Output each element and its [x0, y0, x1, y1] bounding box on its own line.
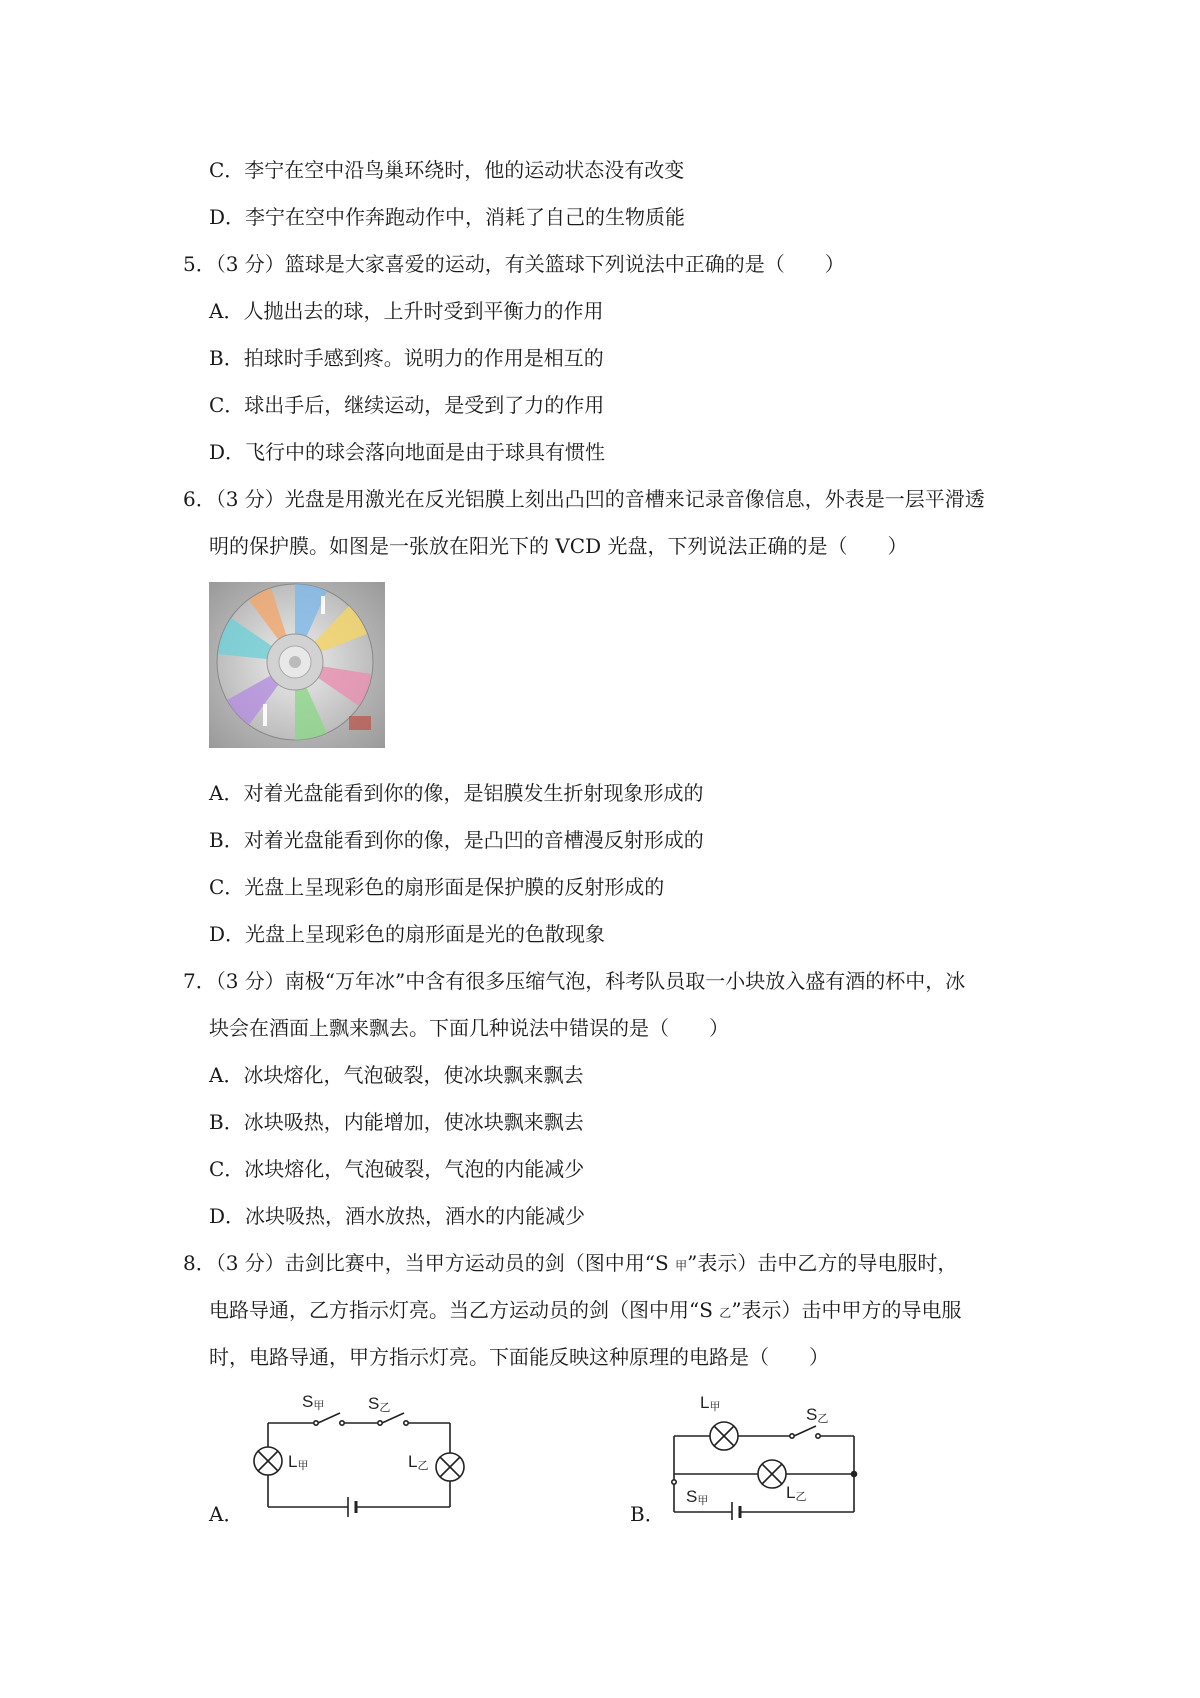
circuit-a-diagram: [240, 1395, 480, 1525]
q4-option-d: D．李宁在空中作奔跑动作中，消耗了自己的生物质能: [209, 205, 686, 229]
circuit-b-lamp-jia-label: L甲: [700, 1393, 721, 1413]
q6-option-c: C．光盘上呈现彩色的扇形面是保护膜的反射形成的: [209, 875, 665, 899]
circuit-b-option-label: B．: [630, 1502, 665, 1526]
q6-option-b: B．对着光盘能看到你的像，是凸凹的音槽漫反射形成的: [209, 828, 704, 852]
q8-stem-line2-subscript: 乙: [719, 1306, 732, 1320]
q6-stem-line2: 明的保护膜。如图是一张放在阳光下的 VCD 光盘，下列说法正确的是（ ）: [209, 534, 908, 558]
q8-stem-line1-subscript: 甲: [675, 1259, 688, 1273]
q8-stem-line1: [183, 1249, 957, 1280]
q8-stem-line1-part2: ”表示）击中乙方的导电服时，: [687, 1251, 958, 1275]
q7-option-c: C．冰块熔化，气泡破裂，气泡的内能减少: [209, 1157, 585, 1181]
circuit-b-switch-jia-label: S甲: [686, 1487, 709, 1507]
q5-option-d: D．飞行中的球会落向地面是由于球具有惯性: [209, 440, 606, 464]
circuit-a-switch-yi-label: S乙: [368, 1395, 391, 1414]
cd-photo-figure: [209, 582, 385, 748]
q6-option-a: A．对着光盘能看到你的像，是铝膜发生折射现象形成的: [209, 781, 704, 805]
q8-stem-line2: [209, 1296, 962, 1327]
circuit-b-lamp-yi-label: L乙: [786, 1483, 807, 1503]
q6-option-d: D．光盘上呈现彩色的扇形面是光的色散现象: [209, 922, 606, 946]
q8-stem-line3: 时，电路导通，甲方指示灯亮。下面能反映这种原理的电路是（ ）: [209, 1345, 829, 1369]
circuit-a-lamp-jia-label: L甲: [288, 1452, 309, 1472]
q8-stem-line2-part2: ”表示）击中甲方的导电服: [731, 1298, 962, 1322]
q5-option-c: C．球出手后，继续运动，是受到了力的作用: [209, 393, 605, 417]
q5-option-a: A．人抛出去的球，上升时受到平衡力的作用: [209, 299, 604, 323]
circuit-a-switch-jia-label: S甲: [302, 1395, 325, 1412]
q7-option-a: A．冰块熔化，气泡破裂，使冰块飘来飘去: [209, 1063, 584, 1087]
q7-stem-line2: 块会在酒面上飘来飘去。下面几种说法中错误的是（ ）: [209, 1016, 729, 1040]
q8-stem-line2-part1: 电路导通，乙方指示灯亮。当乙方运动员的剑（图中用“S: [209, 1298, 720, 1322]
circuit-a-lamp-yi-label: L乙: [408, 1452, 429, 1472]
q7-stem-line1: 7．（3 分）南极“万年冰”中含有很多压缩气泡，科考队员取一小块放入盛有酒的杯中，冰: [183, 969, 966, 993]
circuit-b-diagram: [660, 1390, 890, 1520]
q7-option-d: D．冰块吸热，酒水放热，酒水的内能减少: [209, 1204, 586, 1228]
q7-option-b: B．冰块吸热，内能增加，使冰块飘来飘去: [209, 1110, 584, 1134]
q5-stem: 5．（3 分）篮球是大家喜爱的运动，有关篮球下列说法中正确的是（ ）: [183, 252, 845, 276]
q8-stem-line1-part1: 8．（3 分）击剑比赛中，当甲方运动员的剑（图中用“S: [183, 1251, 676, 1275]
circuit-a-option-label: A．: [209, 1502, 244, 1526]
circuit-b-switch-yi-label: S乙: [806, 1405, 829, 1425]
q5-option-b: B．拍球时手感到疼。说明力的作用是相互的: [209, 346, 604, 370]
q6-stem-line1: 6．（3 分）光盘是用激光在反光铝膜上刻出凸凹的音槽来记录音像信息，外表是一层平滑透: [183, 487, 985, 511]
q4-option-c: C．李宁在空中沿鸟巢环绕时，他的运动状态没有改变: [209, 158, 685, 182]
